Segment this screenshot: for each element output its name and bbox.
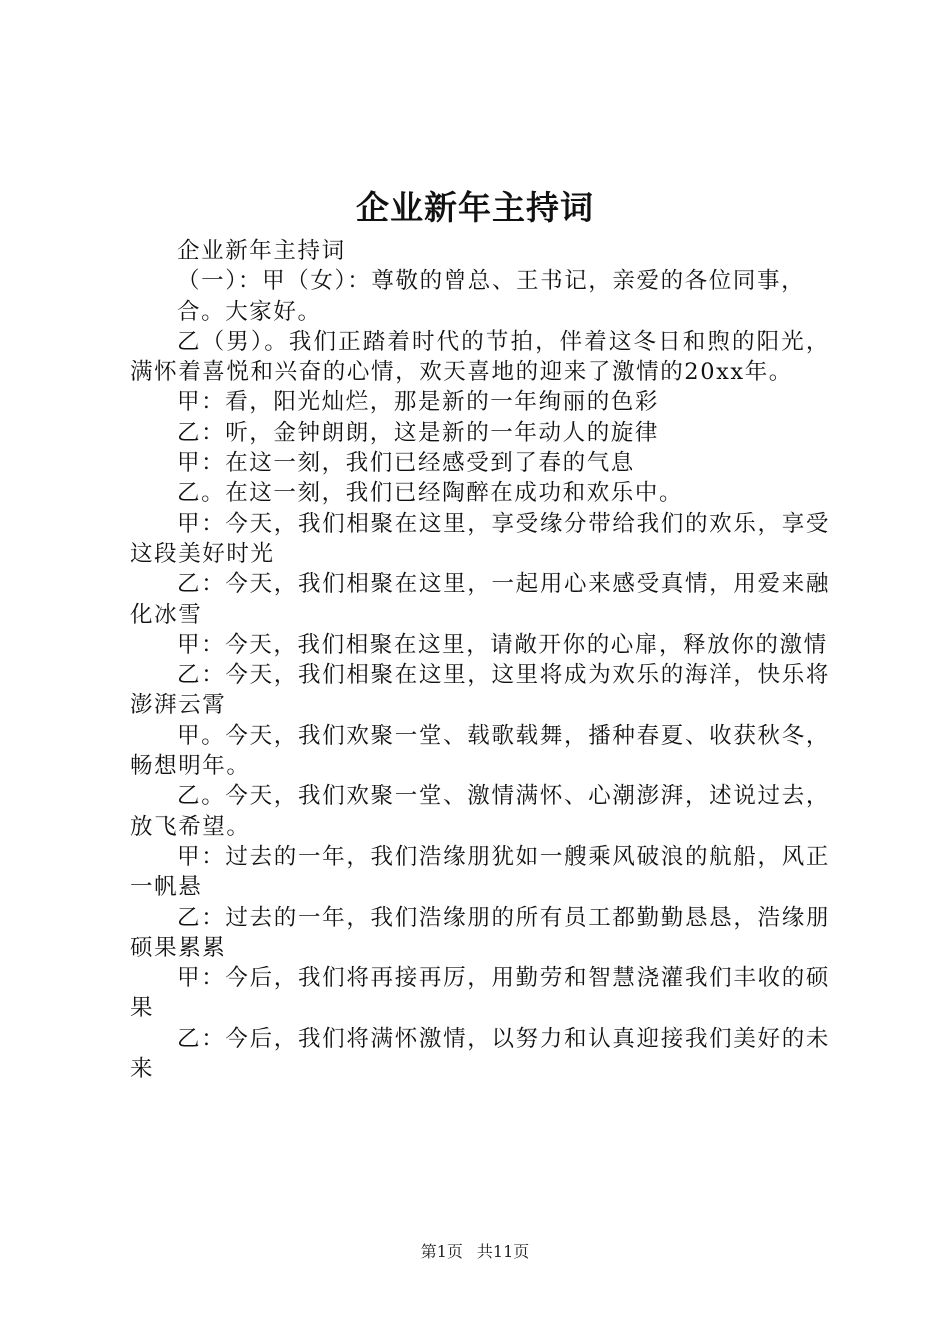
paragraph: 乙：过去的一年，我们浩缘朋的所有员工都勤勤恳恳，浩缘朋硕果累累 [130,904,830,961]
paragraph: 合。大家好。 [177,298,322,325]
paragraph: 乙：今后，我们将满怀激情，以努力和认真迎接我们美好的未来 [130,1025,830,1083]
paragraph: 乙（男）。我们正踏着时代的节拍，伴着这冬日和煦的阳光，满怀着喜悦和兴奋的心情，欢天喜地的迎来了激情的20xx年。 [130,328,830,386]
document-title: 企业新年主持词 [356,188,594,227]
paragraph: （一）：甲（女）：尊敬的曾总、王书记，亲爱的各位同事， [177,268,806,295]
paragraph: 甲：今天，我们相聚在这里，享受缘分带给我们的欢乐，享受这段美好时光 [130,510,830,567]
document-body [130,236,830,1084]
paragraph: 甲：今天，我们相聚在这里，请敞开你的心扉，释放你的激情 [177,631,828,658]
paragraph: 甲：看，阳光灿烂，那是新的一年绚丽的色彩 [177,389,660,416]
paragraph: 乙：今天，我们相聚在这里，一起用心来感受真情，用爱来融化冰雪 [130,571,830,628]
paragraph: 乙：听，金钟朗朗，这是新的一年动人的旋律 [177,419,660,446]
paragraph: 甲：过去的一年，我们浩缘朋犹如一艘乘风破浪的航船，风正一帆悬 [130,843,830,901]
paragraph: 甲：在这一刻，我们已经感受到了春的气息 [177,450,635,477]
paragraph-heading: 企业新年主持词 [177,238,346,264]
page-number: 第1页 [420,1242,463,1261]
paragraph: 甲：今后，我们将再接再厉，用勤劳和智慧浇灌我们丰收的硕果 [130,965,830,1022]
paragraph: 乙。今天，我们欢聚一堂、激情满怀、心潮澎湃，述说过去，放飞希望。 [130,783,830,840]
paragraph: 甲。今天，我们欢聚一堂、载歌载舞，播种春夏、收获秋冬，畅想明年。 [130,722,830,780]
paragraph: 乙：今天，我们相聚在这里，这里将成为欢乐的海洋，快乐将澎湃云霄 [130,662,830,719]
page-footer [0,1240,950,1264]
paragraph: 乙。在这一刻，我们已经陶醉在成功和欢乐中。 [177,480,684,507]
page-total: 共11页 [476,1242,530,1261]
